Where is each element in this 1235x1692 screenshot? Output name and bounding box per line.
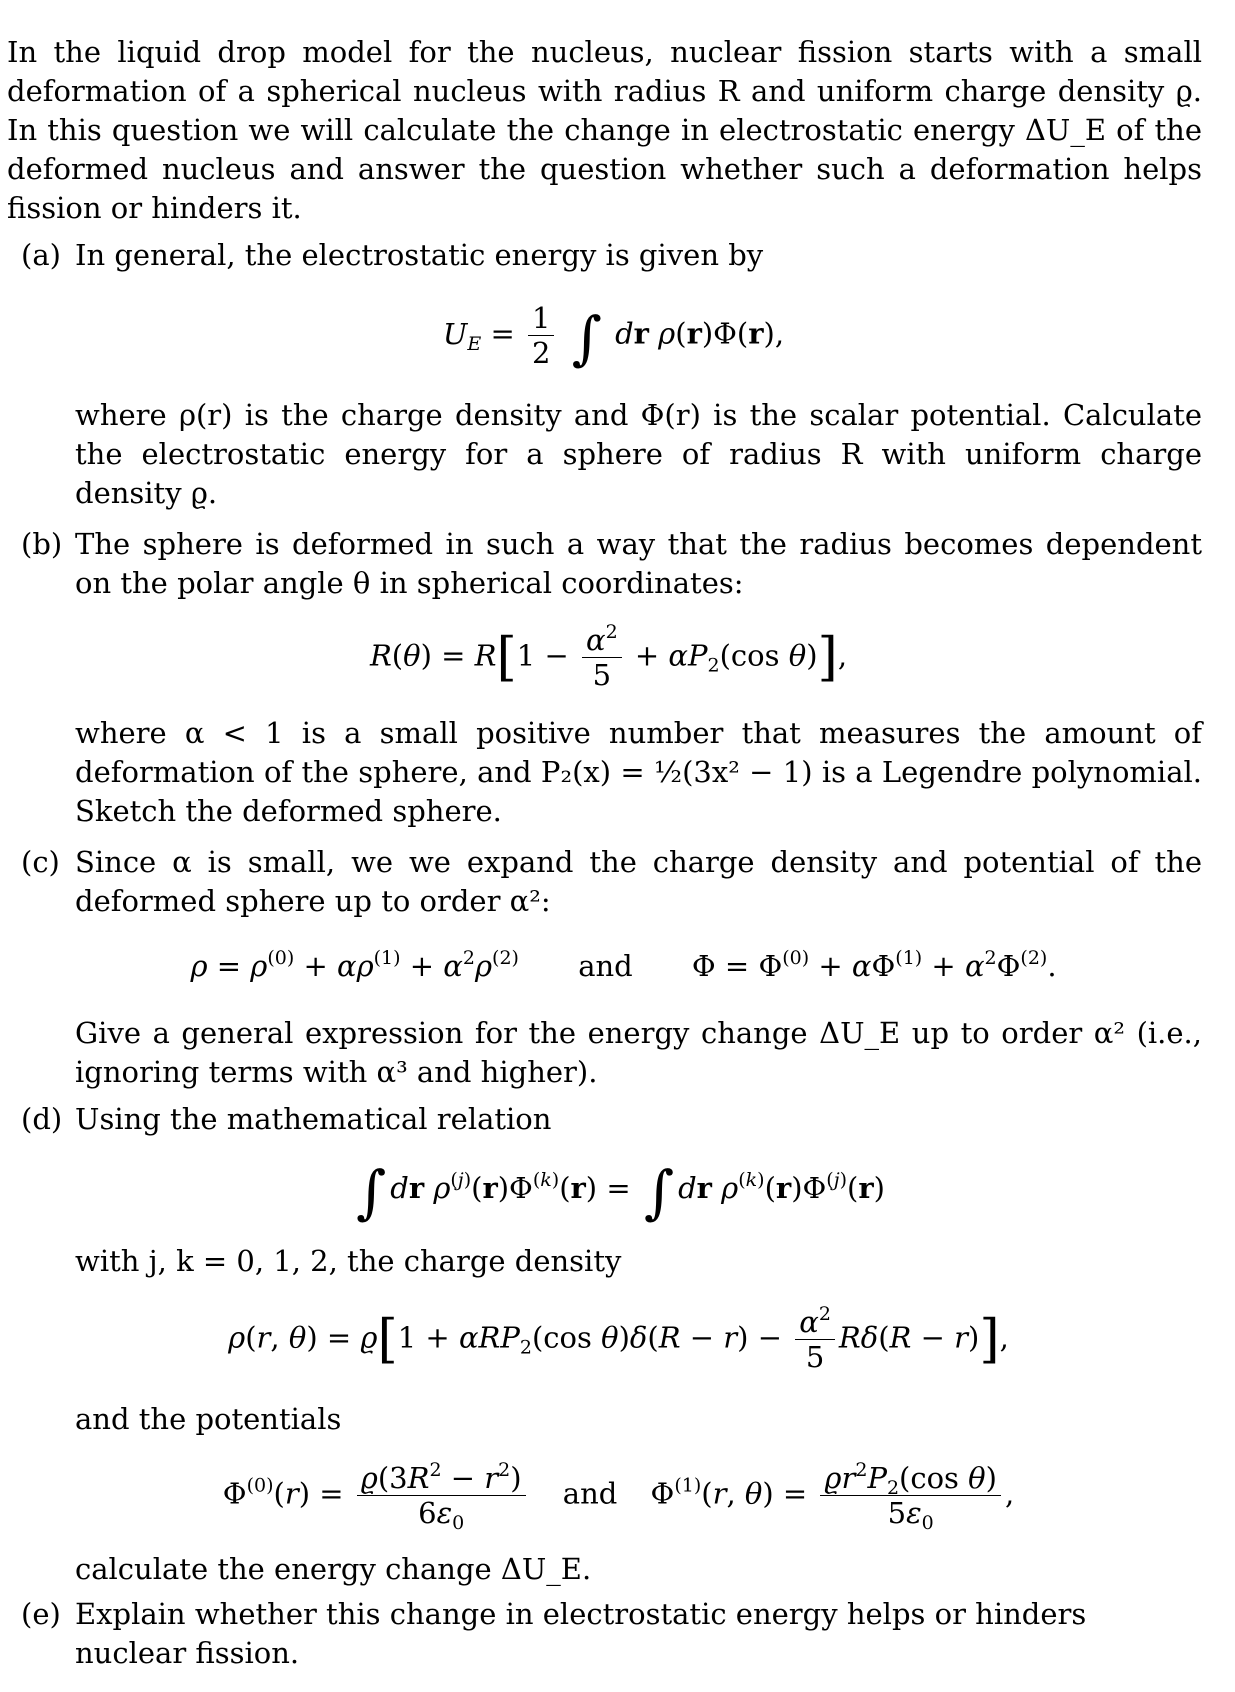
part-d-mid1: with j, k = 0, 1, 2, the charge density (75, 1244, 622, 1278)
part-b (7, 525, 1202, 831)
part-d-lead: Using the mathematical relation (75, 1102, 552, 1136)
part-d-equation2: ρ(r, θ) = ϱ[1 + αRP$_2$(cos θ)δ(R − r) − $\frac{\alpha^2}{5}$ Rδ(R − r)], (228, 1303, 1009, 1374)
part-c-after: Give a general expression for the energy change ΔU_E up to order α² (i.e., ignoring terms with α³ and higher). (75, 1016, 1202, 1089)
part-a-after: where ρ(r) is the charge density and Φ(r) is the scalar potential. Calculate the electrostatic energy for a sphere of radius R with uniform charge density ϱ. (75, 398, 1202, 510)
part-d-equation: ∫ dr $\rho^{(j)}(r)\Phi^{(k)}(r)$ = ∫ dr $\rho^{(k)}(r)\Phi^{(j)}(r)$ (356, 1158, 885, 1226)
part-d-label: (d) (21, 1102, 63, 1136)
part-b-lead: The sphere is deformed in such a way that the radius becomes dependent on the polar angle θ in spherical coordinates: (75, 527, 1202, 600)
part-d-after: calculate the energy change ΔU_E. (75, 1552, 592, 1586)
part-e-lead: Explain whether this change in electrostatic energy helps or hinders nuclear fission. (75, 1597, 1087, 1670)
part-d-equation3: $\Phi^{(0)}(r)$ = $\frac{ϱ(3R^2 - r^2)}{6\varepsilon_0}$ and $\Phi^{(1)}(r$, θ) = $\frac{ϱr^2P_2(\cos \theta)}{5\varepsilon_0}$ , (222, 1459, 1015, 1534)
part-b-equation: R(θ) = R[1 − $\frac{\alpha^2}{5}$ + $\alpha P_2(\cos$ θ)], (369, 621, 848, 692)
part-a-lead: In general, the electrostatic energy is given by (75, 238, 764, 272)
problem-page (7, 33, 1202, 1673)
part-c-lead: Since α is small, we we expand the charge density and potential of the deformed sphere up to order α²: (75, 845, 1202, 918)
part-e (7, 1595, 1202, 1673)
part-b-label: (b) (21, 527, 63, 561)
part-b-after: where α < 1 is a small positive number that measures the amount of deformation of the sphere, and P₂(x) = ½(3x² − 1) is a Legendre polynomial. Sketch the deformed sphere. (75, 716, 1202, 828)
part-a-label: (a) (21, 238, 61, 272)
part-c (7, 843, 1202, 1092)
part-d-mid2: and the potentials (75, 1402, 342, 1436)
part-c-and: and (578, 949, 633, 983)
part-d-and: and (562, 1476, 618, 1511)
part-c-equation: $\rho = \rho^{(0)} + \alpha\rho^{(1)} + \alpha^2\rho^{(2)}$ and $\Phi = \Phi^{(0)} + \alpha\Phi^{(1)} + \alpha^2\Phi^{(2)}$. (190, 947, 1057, 983)
intro-paragraph: In the liquid drop model for the nucleus, nuclear fission starts with a small deformation of a spherical nucleus with radius R and uniform charge density ϱ. In this question we will calculate the change in electrostatic energy ΔU_E of the deformed nucleus and answer the question whether such a deformation helps fission or hinders it. (7, 35, 1202, 225)
part-d (7, 1100, 1202, 1589)
part-e-label: (e) (21, 1597, 61, 1631)
part-c-label: (c) (21, 845, 60, 879)
part-a-equation: $U_E$ = $\frac{1}{2}$ ∫ dr ρ(r)Φ(r), (442, 301, 785, 372)
part-a (7, 236, 1202, 513)
